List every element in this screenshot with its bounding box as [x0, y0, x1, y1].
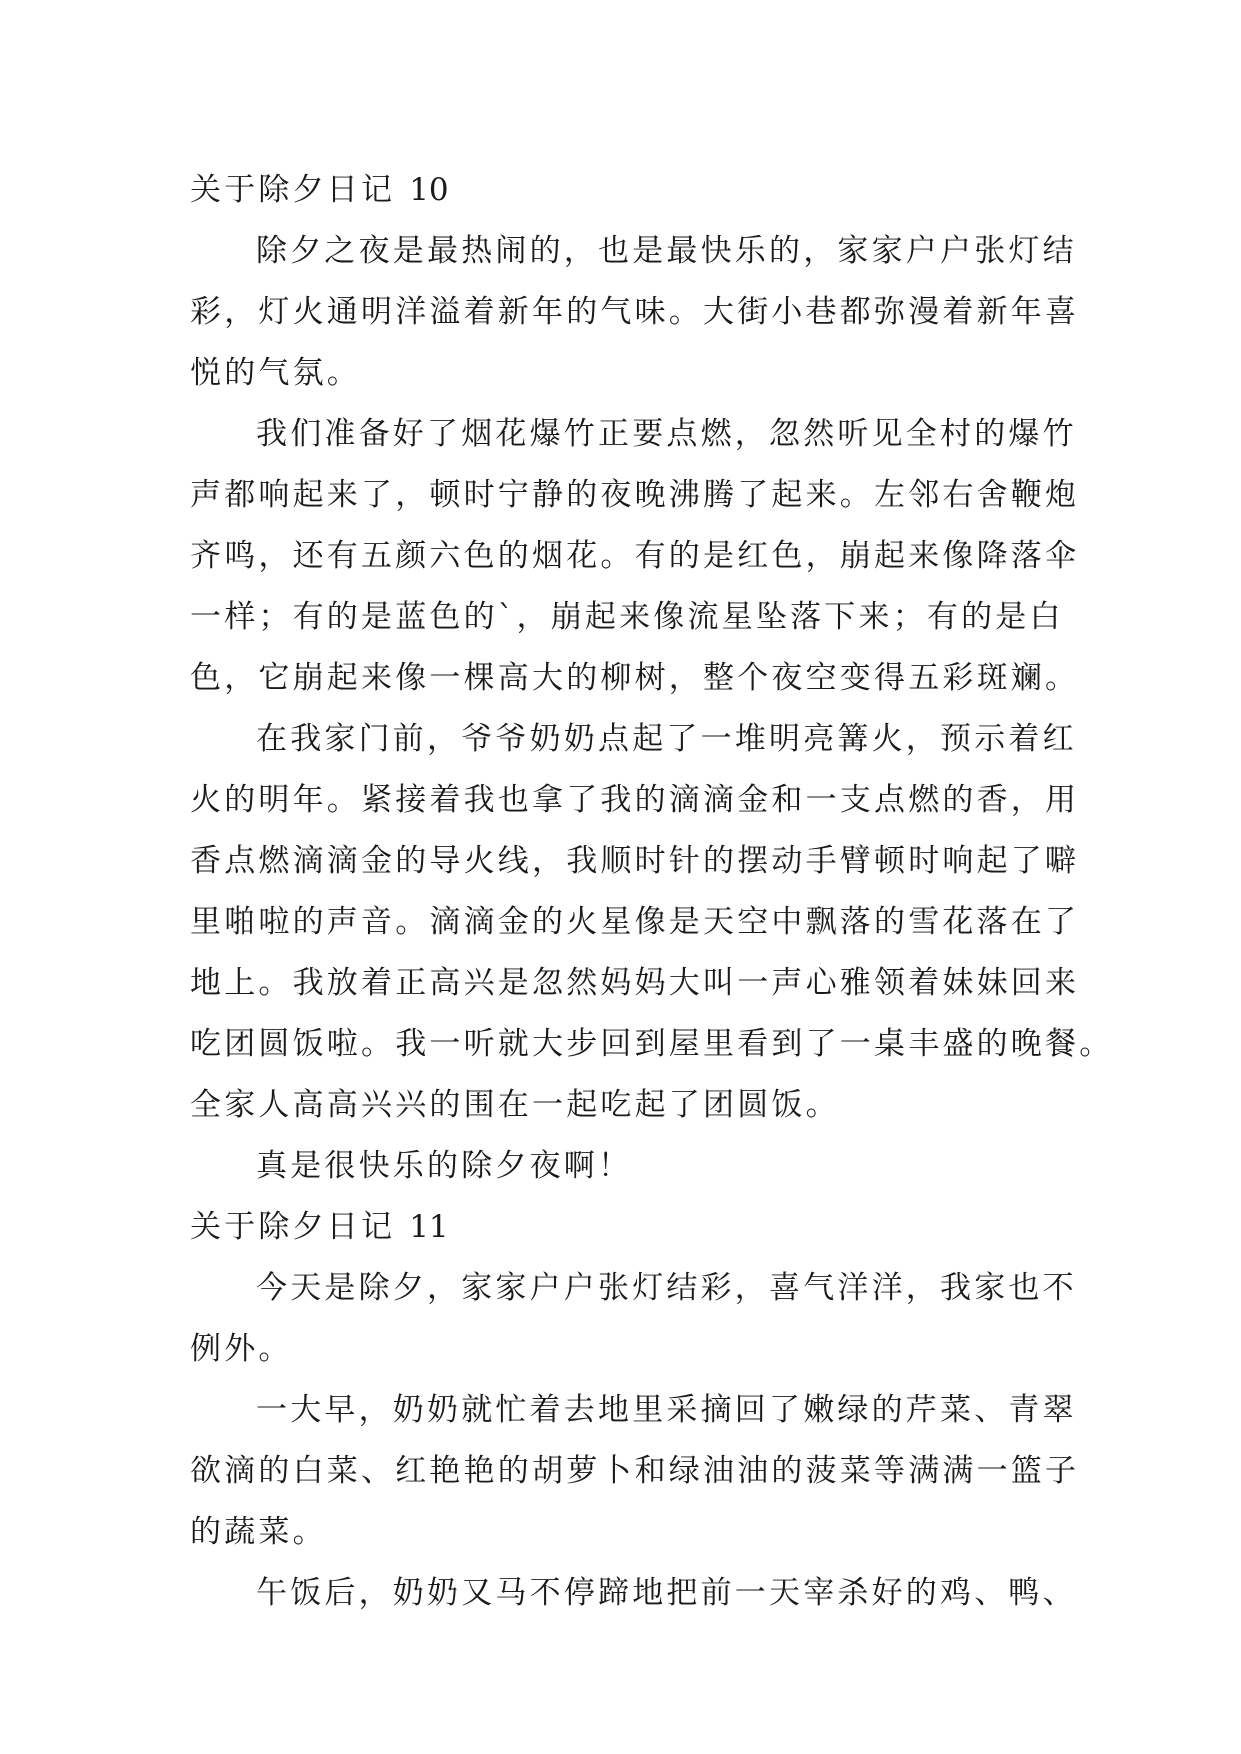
- text-line: 我们准备好了烟花爆竹正要点燃，忽然听见全村的爆竹: [256, 416, 1077, 452]
- text-line: 里啪啦的声音。滴滴金的火星像是天空中飘落的雪花落在了: [190, 904, 1080, 940]
- text-line: 吃团圆饭啦。我一听就大步回到屋里看到了一桌丰盛的晚餐。: [190, 1026, 1114, 1062]
- section-title: 关于除夕日记: [190, 172, 396, 208]
- text-line: 彩，灯火通明洋溢着新年的气味。大街小巷都弥漫着新年喜: [190, 294, 1080, 330]
- section-number: 11: [409, 1209, 449, 1245]
- paragraph: [190, 404, 1080, 709]
- text-line: 在我家门前，爷爷奶奶点起了一堆明亮篝火，预示着红: [256, 721, 1077, 757]
- text-line: 除夕之夜是最热闹的，也是最快乐的，家家户户张灯结: [256, 233, 1077, 269]
- paragraph: [190, 1258, 1077, 1380]
- text-line: 全家人高高兴兴的围在一起吃起了团圆饭。: [190, 1087, 840, 1123]
- text-line: 地上。我放着正高兴是忽然妈妈大叫一声心雅领着妹妹回来: [190, 965, 1080, 1001]
- text-line: 一大早，奶奶就忙着去地里采摘回了嫩绿的芹菜、青翠: [256, 1392, 1077, 1428]
- section-heading: [190, 1197, 1060, 1258]
- text-line: 香点燃滴滴金的导火线，我顺时针的摆动手臂顿时响起了噼: [190, 843, 1080, 879]
- text-line: 一样；有的是蓝色的`，崩起来像流星坠落下来；有的是白: [190, 599, 1064, 635]
- text-line: 色，它崩起来像一棵高大的柳树，整个夜空变得五彩斑斓。: [190, 660, 1080, 696]
- text-line: 欲滴的白菜、红艳艳的胡萝卜和绿油油的菠菜等满满一篮子: [190, 1453, 1080, 1489]
- document-body: [190, 160, 1114, 1624]
- paragraph: [190, 709, 1114, 1136]
- text-line: 声都响起来了，顿时宁静的夜晚沸腾了起来。左邻右舍鞭炮: [190, 477, 1080, 513]
- text-line: 午饭后，奶奶又马不停蹄地把前一天宰杀好的鸡、鸭、: [256, 1575, 1077, 1611]
- paragraph: [190, 1563, 1077, 1624]
- text-line: 火的明年。紧接着我也拿了我的滴滴金和一支点燃的香，用: [190, 782, 1080, 818]
- paragraph: [190, 1136, 1060, 1197]
- paragraph: [190, 1380, 1080, 1563]
- section-heading: [190, 160, 1060, 221]
- text-line: 齐鸣，还有五颜六色的烟花。有的是红色，崩起来像降落伞: [190, 538, 1080, 574]
- section-number: 10: [409, 172, 449, 208]
- text-line: 悦的气氛。: [190, 355, 361, 391]
- text-line: 例外。: [190, 1331, 293, 1367]
- text-line: 真是很快乐的除夕夜啊！: [256, 1148, 633, 1184]
- section-title: 关于除夕日记: [190, 1209, 396, 1245]
- text-line: 今天是除夕，家家户户张灯结彩，喜气洋洋，我家也不: [256, 1270, 1077, 1306]
- text-line: 的蔬菜。: [190, 1514, 327, 1550]
- paragraph: [190, 221, 1080, 404]
